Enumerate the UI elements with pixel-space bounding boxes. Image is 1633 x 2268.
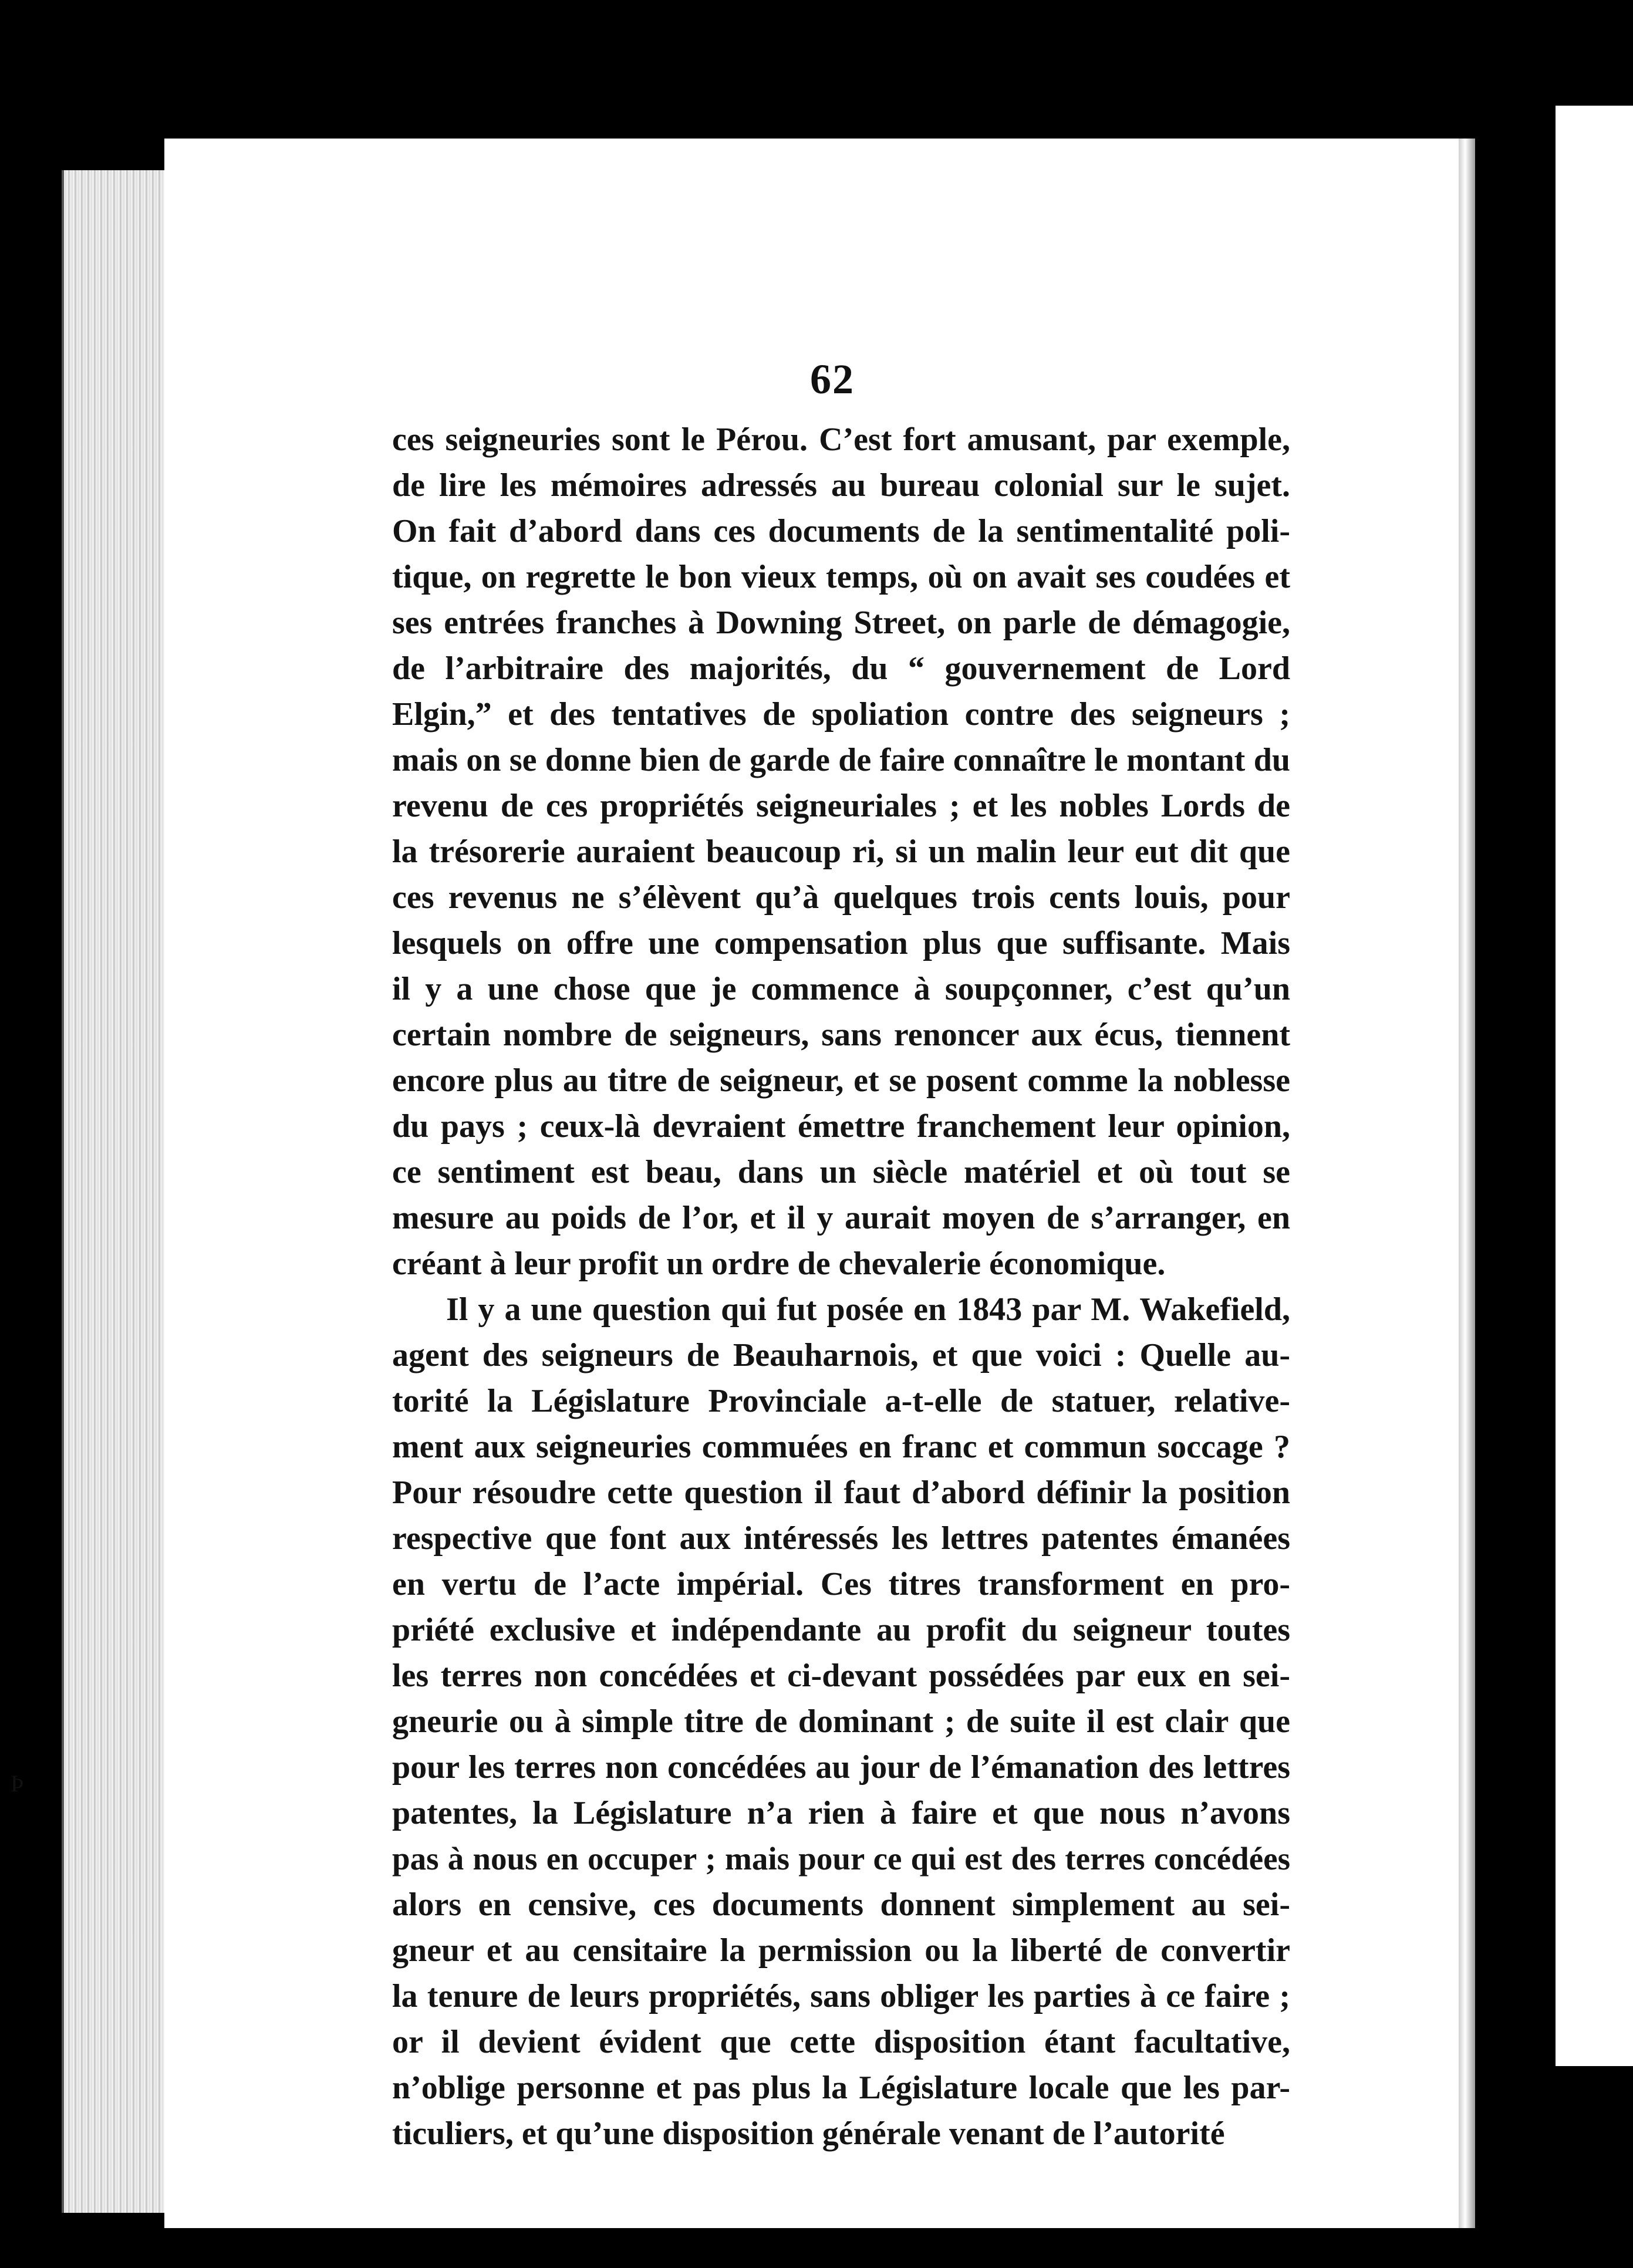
stacked-page-edges xyxy=(62,170,176,2213)
text-line: du pays ; ceux-là devraient émettre franchement leur opinion, xyxy=(392,1108,1290,1145)
text-line: pour les terres non concédées au jour de l’émanation des lettres xyxy=(392,1749,1290,1786)
page-shadow-edge xyxy=(1459,139,1475,2228)
text-line: respective que font aux intéressés les lettres patentes émanées xyxy=(392,1520,1290,1557)
text-line: créant à leur profit un ordre de chevalerie économique. xyxy=(392,1246,1166,1282)
paragraph xyxy=(392,417,1290,1287)
paragraph xyxy=(392,1287,1290,2156)
text-line: lesquels on offre une compensation plus que suffisante. Mais xyxy=(392,925,1290,961)
text-line: ment aux seigneuries commuées en franc et commun soccage ? xyxy=(392,1429,1290,1465)
margin-mark: Þ xyxy=(11,1770,24,1797)
text-line: alors en censive, ces documents donnent simplement au sei- xyxy=(392,1886,1290,1923)
text-line: ticuliers, et qu’une disposition générale venant de l’autorité xyxy=(392,2115,1225,2152)
text-line: certain nombre de seigneurs, sans renoncer aux écus, tiennent xyxy=(392,1017,1290,1053)
text-line: gneurie ou à simple titre de dominant ; de suite il est clair que xyxy=(392,1703,1290,1740)
text-line: On fait d’abord dans ces documents de la sentimentalité poli- xyxy=(392,513,1290,549)
text-line: les terres non concédées et ci-devant possédées par eux en sei- xyxy=(392,1658,1290,1694)
text-line: la trésorerie auraient beaucoup ri, si un malin leur eut dit que xyxy=(392,833,1290,870)
text-line: Pour résoudre cette question il faut d’abord définir la position xyxy=(392,1474,1290,1511)
text-line: tique, on regrette le bon vieux temps, où on avait ses coudées et xyxy=(392,559,1290,595)
text-line: de lire les mémoires adressés au bureau colonial sur le sujet. xyxy=(392,467,1290,504)
text-line: gneur et au censitaire la permission ou la liberté de convertir xyxy=(392,1932,1290,1969)
text-line: mesure au poids de l’or, et il y aurait moyen de s’arranger, en xyxy=(392,1200,1290,1236)
text-line: revenu de ces propriétés seigneuriales ; et les nobles Lords de xyxy=(392,788,1290,824)
text-line: il y a une chose que je commence à soupçonner, c’est qu’un xyxy=(392,971,1290,1007)
text-line: ces seigneuries sont le Pérou. C’est fort amusant, par exemple, xyxy=(392,421,1290,458)
text-line: en vertu de l’acte impérial. Ces titres transforment en pro- xyxy=(392,1566,1290,1602)
page-number: 62 xyxy=(810,356,855,403)
text-line: encore plus au titre de seigneur, et se posent comme la noblesse xyxy=(392,1062,1290,1099)
text-line: pas à nous en occuper ; mais pour ce qui est des terres concédées xyxy=(392,1841,1290,1877)
text-line: mais on se donne bien de garde de faire connaître le montant du xyxy=(392,742,1290,778)
text-line: Il y a une question qui fut posée en 1843 par M. Wakefield, xyxy=(446,1291,1290,1328)
text-line: or il devient évident que cette disposition étant facultative, xyxy=(392,2024,1290,2060)
body-text xyxy=(392,417,1290,2156)
text-line: n’oblige personne et pas plus la Législature locale que les par- xyxy=(392,2070,1290,2106)
text-line: ces revenus ne s’élèvent qu’à quelques trois cents louis, pour xyxy=(392,879,1290,916)
text-line: patentes, la Législature n’a rien à faire et que nous n’avons xyxy=(392,1795,1290,1831)
facing-page-strip xyxy=(1556,106,1633,2066)
text-line: priété exclusive et indépendante au profit du seigneur toutes xyxy=(392,1612,1290,1648)
text-line: la tenure de leurs propriétés, sans obliger les parties à ce faire ; xyxy=(392,1978,1290,2014)
text-line: ses entrées franches à Downing Street, on parle de démagogie, xyxy=(392,605,1290,641)
text-line: torité la Législature Provinciale a-t-elle de statuer, relative- xyxy=(392,1383,1290,1419)
text-line: agent des seigneurs de Beauharnois, et que voici : Quelle au- xyxy=(392,1337,1290,1373)
text-line: de l’arbitraire des majorités, du “ gouvernement de Lord xyxy=(392,650,1290,687)
text-line: ce sentiment est beau, dans un siècle matériel et où tout se xyxy=(392,1154,1290,1190)
text-line: Elgin,” et des tentatives de spoliation contre des seigneurs ; xyxy=(392,696,1290,733)
